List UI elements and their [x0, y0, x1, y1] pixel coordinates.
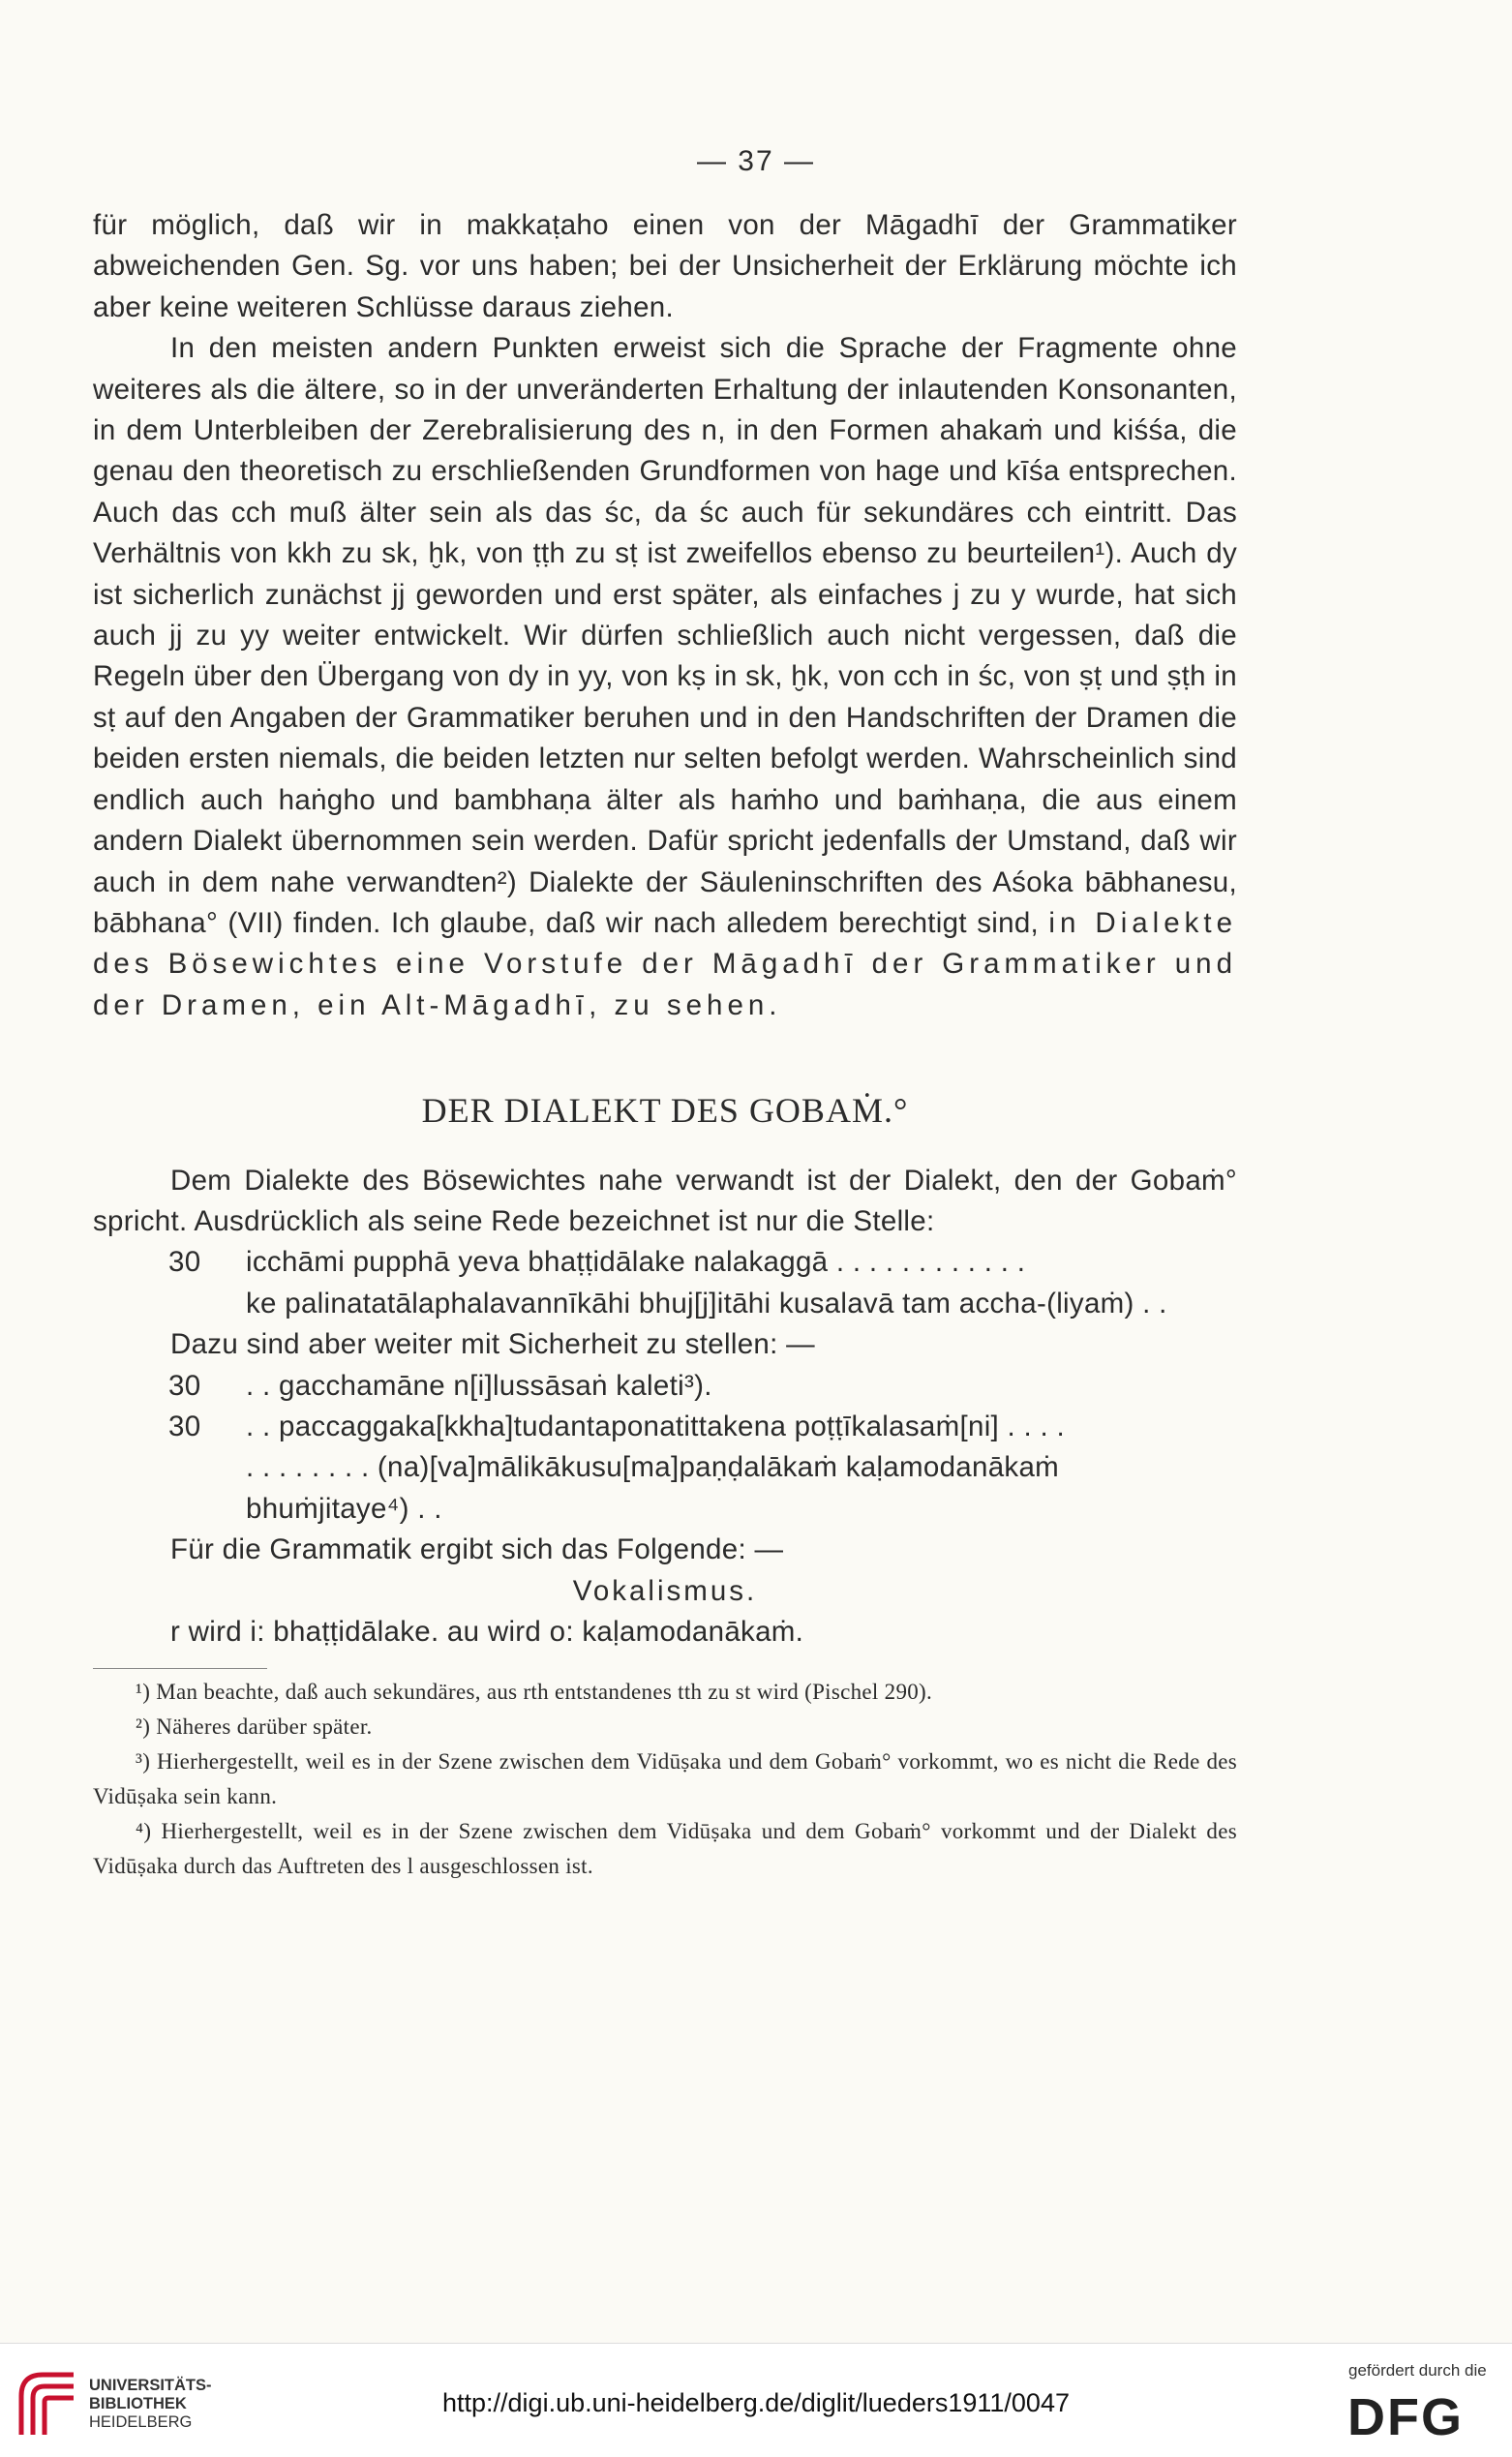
dfg-logo-icon: [1347, 2388, 1493, 2442]
verse-text: icchāmi pupphā yeva bhaṭṭidālake nalakaggā . . . . . . . . . . . .: [246, 1246, 1026, 1279]
footnotes: [93, 1675, 1237, 1884]
verse-text: . . paccaggaka[kkha]tudantaponatittakena poṭṭīkalasaṁ[ni] . . . .: [246, 1410, 1066, 1442]
verse-number: 30: [168, 1369, 201, 1402]
paragraph-main-emphasis: in Dialekte des Bösewichtes eine Vorstufe der Māgadhī der Grammatiker und der Dramen, ein Alt-Māgadhī, zu sehen.: [93, 906, 1237, 1021]
footnote: ¹) Man beachte, daß auch sekundäres, aus rth entstandenes tth zu st wird (Pischel 290).: [136, 1680, 933, 1705]
verse-number: 30: [168, 1246, 201, 1279]
funded-by-label: gefördert durch die: [1348, 2361, 1487, 2380]
digitization-footer: [0, 2343, 1512, 2457]
section-intro: Dem Dialekte des Bösewichtes nahe verwandt ist der Dialekt, den der Gobaṁ° spricht. Ausdrücklich als seine Rede bezeichnet ist nur die Stelle:: [93, 1164, 1237, 1237]
verse-text: . . gacchamāne n[i]lussāsaṅ kaleti³).: [246, 1369, 712, 1402]
transition-line: Dazu sind aber weiter mit Sicherheit zu stellen: —: [170, 1328, 815, 1361]
verse-continuation: ke palinatatālaphalavannīkāhi bhuj[j]itāhi kusalavā tam accha-(liyaṁ) . .: [246, 1287, 1167, 1320]
footnote: ²) Näheres darüber später.: [136, 1714, 373, 1740]
verse-line: [93, 1242, 1237, 1283]
vowel-rule: r wird i: bhaṭṭidālake. au wird o: kaḷamodanākaṁ.: [170, 1616, 804, 1648]
verse-continuation: bhuṁjitaye⁴) . .: [246, 1492, 442, 1525]
source-url-link[interactable]: http://digi.ub.uni-heidelberg.de/diglit/lueders1911/0047: [442, 2388, 1070, 2417]
paragraph-main-text: In den meisten andern Punkten erweist sich die Sprache der Fragmente ohne weiteres als die ältere, so in der unveränderten Erhaltung der inlautenden Konsonanten, in dem Unterbleiben der Zerebralisierung des n, in den Formen ahakaṁ und kiśśa, die genau den theoretisch zu erschließenden Grundformen von hage und kīśa entsprechen. Auch das cch muß älter sein als das śc, da śc auch für sekundäres cch eintritt. Das Verhältnis von kkh zu sk, ḫk, von ṭṭh zu sṭ ist zweifellos ebenso zu beurteilen¹). Auch dy ist sicherlich zunächst jj geworden und erst später, als einfaches j zu y wurde, hat sich auch jj zu yy weiter entwickelt. Wir dürfen schließlich auch nicht vergessen, daß die Regeln über den Übergang von dy in yy, von kṣ in sk, ḫk, von cch in śc, von ṣṭ und ṣṭh in sṭ auf den Angaben der Grammatiker beruhen und in den Handschriften der Dramen die beiden ersten niemals, die beiden letzten nur selten befolgt werden. Wahrscheinlich sind endlich auch haṅgho und bambhaṇa älter als haṁho und baṁhaṇa, die aus einem andern Dialekt übernommen sein werden. Dafür spricht jedenfalls der Umstand, daß wir auch in dem nahe verwandten²) Dialekte der Säuleninschriften des Aśoka bābhanesu, bābhana° (VII) finden. Ich glaube, daß wir nach alledem berechtigt sind,: [93, 332, 1237, 939]
main-text: [93, 205, 1237, 1884]
verse-number: 30: [168, 1410, 201, 1442]
verse-line: [93, 1366, 1237, 1407]
verse-line: [93, 1407, 1237, 1447]
verse-continuation: . . . . . . . . (na)[va]mālikākusu[ma]paṇḍalākaṁ kaḷamodanākaṁ: [246, 1451, 1060, 1484]
paragraph-main: [93, 328, 1237, 1026]
library-line: BIBLIOTHEK: [89, 2395, 187, 2412]
section-heading: DER DIALEKT DES GOBAṀ.°: [421, 1091, 909, 1131]
dfg-logo-text: DFG: [1347, 2388, 1464, 2442]
page-number: — 37 —: [696, 145, 816, 177]
grammar-intro: Für die Grammatik ergibt sich das Folgende: —: [170, 1533, 784, 1566]
library-line: UNIVERSITÄTS-: [89, 2377, 212, 2394]
footnote: ³) Hierhergestellt, weil es in der Szene zwischen dem Vidūṣaka und dem Gobaṁ° vorkommt, wo es nicht die Rede des Vidūṣaka sein kann.: [93, 1749, 1237, 1809]
footnote: ⁴) Hierhergestellt, weil es in der Szene zwischen dem Vidūṣaka und dem Gobaṁ° vorkommt und der Dialekt des Vidūṣaka durch das Auftreten des l ausgeschlossen ist.: [93, 1819, 1237, 1879]
paragraph-continuation: für möglich, daß wir in makkaṭaho einen von der Māgadhī der Grammatiker abweichenden Gen. Sg. vor uns haben; bei der Unsicherheit der Erklärung möchte ich aber keine weiteren Schlüsse daraus ziehen.: [93, 209, 1237, 323]
footnote-divider: [93, 1668, 267, 1669]
library-line: HEIDELBERG: [89, 2413, 193, 2431]
subheading: Vokalismus.: [572, 1574, 758, 1607]
